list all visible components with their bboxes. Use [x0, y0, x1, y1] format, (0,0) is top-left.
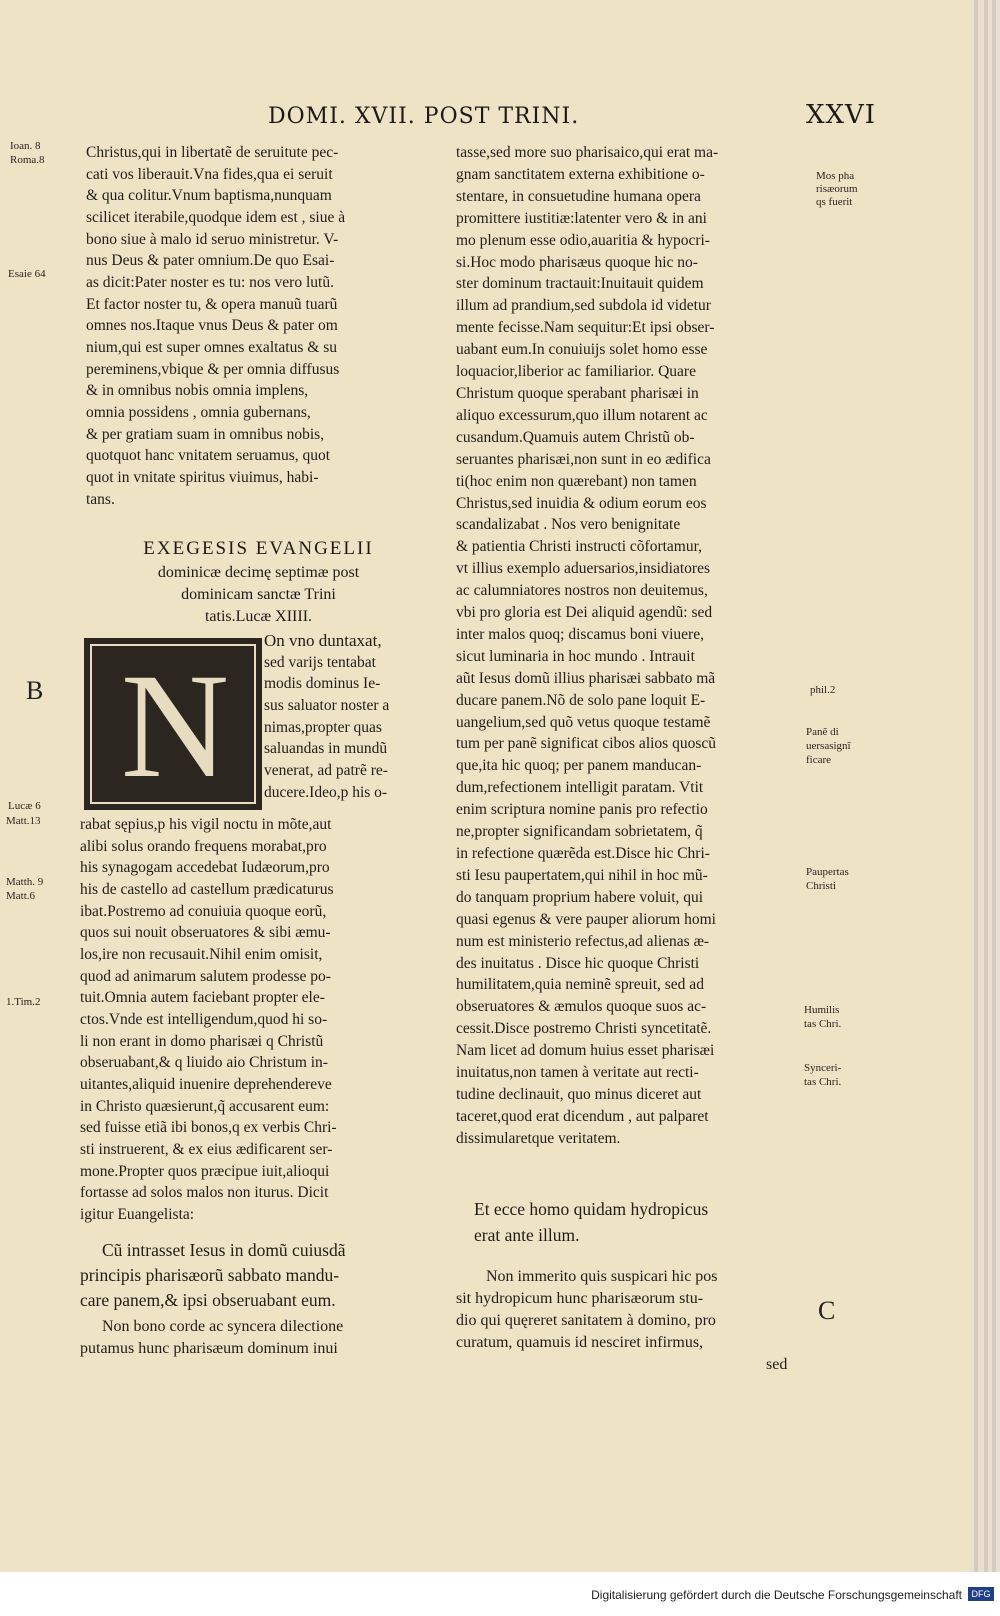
text-line: pereminens,vbique & per omnia diffusus	[86, 360, 340, 378]
text-line: vbi pro gloria est Dei aliquid agendũ: sed	[456, 604, 713, 622]
text-line: Et factor noster tu, & opera manuũ tuarũ	[86, 295, 338, 313]
text-line: Nam licet ad domum huius esset pharisæi	[456, 1042, 715, 1060]
text-line: quot in vnitate spiritus viuimus, habi-	[86, 468, 319, 486]
text-line: as dicit:Pater noster es tu: nos vero lutũ.	[86, 273, 334, 291]
section-subtitle-line: tatis.Lucæ XIIII.	[204, 608, 313, 625]
text-line: care panem,& ipsi obseruabant eum.	[80, 1290, 336, 1310]
text-line: inuitatus,non tamen à veritate aut recti-	[456, 1064, 699, 1082]
margin-note: Humilis	[804, 1004, 840, 1016]
text-line: quod ad animarum salutem prodesse po-	[80, 967, 331, 985]
text-line: dum,refectionem intelligit paratam. Vtit	[456, 779, 704, 797]
text-line: Cũ intrasset Iesus in domũ cuiusdã	[102, 1240, 346, 1260]
text-line: sed fuisse etiã ibi bonos,q ex verbis Chri-	[80, 1119, 337, 1137]
text-line: his de castello ad castellum prædicaturus	[80, 880, 334, 898]
section-subtitle-line: dominicam sanctæ Trini	[181, 586, 336, 603]
text-line: ducare panem.Nõ de solo pane loquit E-	[456, 691, 706, 709]
text-line: in Christo quæsierunt,q̃ accusarent eum:	[80, 1097, 330, 1115]
margin-note: phil.2	[810, 684, 836, 696]
text-beside-initial	[264, 630, 389, 803]
text-line: scilicet iterabile,quodque idem est , siue à	[86, 208, 346, 226]
text-line: num est ministerio refectus,ad alienas æ-	[456, 932, 710, 950]
text-line: & qua colitur.Vnum baptisma,nunquam	[86, 187, 332, 205]
text-line: omnia possidens , omnia gubernans,	[86, 403, 311, 421]
footer	[0, 1578, 1000, 1616]
text-line: in refectione quærẽda est.Disce hic Chri-	[456, 845, 710, 862]
text-line: ibat.Postremo ad conuiuia quoque eorũ,	[80, 902, 327, 920]
text-line: tuit.Omnia autem faciebant propter ele-	[80, 989, 325, 1007]
margin-note: Mos pha	[816, 170, 855, 182]
margin-note: risæorum	[816, 183, 858, 195]
text-line: humilitatem,quia neminẽ spreuit, sed ad	[456, 976, 704, 994]
text-line: rabat sępius,p his vigil noctu in mõte,aut	[80, 816, 332, 833]
margin-note: Matth. 9	[6, 876, 44, 888]
margin-note: qs fuerit	[816, 196, 853, 208]
text-line: & per gratiam suam in omnibus nobis,	[86, 425, 325, 443]
margin-letter: C	[818, 1296, 836, 1325]
text-line: dio qui quęreret sanitatem à domino, pro	[456, 1312, 716, 1329]
text-line: ti(hoc enim non quærebant) non tamen	[456, 472, 697, 490]
right-column-text	[456, 142, 718, 1150]
right-column-end	[456, 1266, 787, 1376]
margin-note: Paupertas	[806, 866, 849, 878]
text-line: stentare, in consuetudine humana opera	[456, 187, 701, 205]
text-line: erat ante illum.	[474, 1225, 580, 1245]
text-line: enim scriptura nomine panis pro refectio	[456, 801, 708, 819]
text-line: aũt Iesus domũ illius pharisæi sabbato mã	[456, 669, 716, 687]
text-line: quos sui nouit obseruatores & sibi æmu-	[80, 924, 331, 942]
text-line: mone.Propter quos præcipue iuit,alioqui	[80, 1162, 330, 1180]
text-line: scandalizabat . Nos vero benignitate	[456, 516, 681, 534]
text-line: tasse,sed more suo pharisaico,qui erat ma-	[456, 144, 719, 161]
text-line: uitantes,aliquid inuenire deprehendereve	[80, 1075, 332, 1093]
margin-note: Roma.8	[10, 154, 45, 166]
text-line: des inuitatus . Disce hic quoque Christi	[456, 954, 700, 972]
text-line: igitur Euangelista:	[80, 1205, 195, 1223]
margin-note: Lucæ 6	[8, 800, 41, 812]
text-line: vt illius exemplo aduersarios,insidiatores	[456, 560, 710, 578]
text-line: sus saluator noster a	[264, 696, 390, 714]
margin-note: Matt.6	[6, 890, 36, 902]
text-line: On vno duntaxat,	[264, 631, 382, 650]
text-line: ac calumniatores nostros non deuitemus,	[456, 582, 708, 600]
text-line: sicut luminaria in hoc mundo . Intrauit	[456, 647, 695, 665]
text-line: dissimularetque veritatem.	[456, 1129, 621, 1147]
text-line: sti instruerent, & ex eius ædificarent ser-	[80, 1140, 333, 1158]
left-column-text-2	[80, 814, 337, 1225]
text-line: uangelium,sed quõ vetus quoque testamẽ	[456, 713, 711, 731]
text-line: cusandum.Quamuis autem Christũ ob-	[456, 428, 695, 446]
text-line: putamus hunc pharisæum dominum inui	[80, 1340, 338, 1357]
margin-note: Synceri-	[804, 1062, 842, 1074]
margin-note: tas Chri.	[804, 1018, 842, 1030]
page-edge	[970, 0, 1000, 1572]
text-line: Et ecce homo quidam hydropicus	[474, 1199, 709, 1219]
footer-credit: Digitalisierung gefördert durch die Deutsche Forschungsgemeinschaft	[591, 1588, 962, 1602]
text-line: obseruatores & æmulos quoque suos ac-	[456, 998, 707, 1016]
text-line: sed	[766, 1356, 788, 1373]
text-line: quotquot hanc vnitatem seruamus, quot	[86, 447, 331, 465]
text-line: uabant eum.In conuiuijs solet homo esse	[456, 341, 708, 359]
section-subtitle-line: dominicæ decimę septimæ post	[157, 564, 360, 581]
text-line: aliquo excessurum,quo illum notarent ac	[456, 406, 708, 424]
text-line: Christus,qui in libertatẽ de seruitute pec-	[86, 144, 339, 161]
text-line: curatum, quamuis id nesciret infirmus,	[456, 1334, 704, 1351]
margin-note: Ioan. 8	[10, 140, 41, 152]
margin-letter: B	[26, 676, 44, 705]
text-line: ne,propter significandam sobrietatem, q̃	[456, 823, 703, 841]
text-line: los,ire non recusauit.Nihil enim omisit,	[80, 945, 323, 963]
text-line: cessit.Disce postremo Christi syncetitatẽ.	[456, 1020, 712, 1038]
left-column-text	[86, 142, 345, 510]
text-line: que,ita hic quoq; per panem manducan-	[456, 757, 702, 775]
text-line: modis dominus Ie-	[264, 675, 381, 693]
text-line: venerat, ad patrẽ re-	[264, 761, 388, 779]
initial-frame	[90, 643, 256, 809]
text-line: his synagogam accedebat Iudæorum,pro	[80, 859, 330, 877]
text-line: promittere iustitiæ:latenter vero & in ani	[456, 209, 707, 227]
text-line: bono siue à malo id seruo ministretur. V-	[86, 230, 339, 248]
text-line: tans.	[86, 490, 115, 508]
text-line: saluandas in mundũ	[264, 740, 388, 758]
folio-number: XXVI	[806, 100, 877, 130]
text-line: ctos.Vnde est intelligendum,quod hi so-	[80, 1010, 328, 1028]
text-line: seruantes pharisæi,non sunt in eo ædifica	[456, 450, 711, 468]
text-line: gnam sanctitatem externa exhibitione o-	[456, 165, 705, 183]
text-line: Non bono corde ac syncera dilectione	[102, 1318, 344, 1335]
text-line: mo plenum esse odio,auaritia & hypocri-	[456, 231, 710, 249]
text-line: Christus,sed inuidia & odium eorum eos	[456, 494, 707, 512]
dfg-logo: DFG	[968, 1587, 994, 1601]
margin-note: Esaie 64	[8, 268, 46, 280]
margin-note: uersasignĩ	[806, 740, 851, 752]
text-line: Non immerito quis suspicari hic pos	[486, 1268, 718, 1285]
text-line: & patientia Christi instructi cõfortamur,	[456, 538, 703, 556]
margin-note: Matt.13	[6, 815, 41, 827]
margin-note: Panẽ di	[806, 726, 839, 738]
text-line: taceret,quod erat dicendum , aut palparet	[456, 1107, 709, 1125]
decorated-initial	[84, 638, 262, 810]
text-line: do tanquam proprium habere voluit, qui	[456, 888, 704, 906]
text-line: cati vos liberauit.Vna fides,qua ei seruit	[86, 165, 333, 183]
text-line: loquacior,liberior ac familiarior. Quare	[456, 363, 696, 381]
margin-note: ficare	[806, 754, 832, 766]
text-line: obseruabant,& q liuido aio Christum in-	[80, 1054, 328, 1072]
text-line: li non erant in domo pharisæi q Christũ	[80, 1032, 324, 1050]
text-line: nus Deus & pater omnium.De quo Esai-	[86, 252, 335, 270]
text-line: sed varijs tentabat	[264, 653, 376, 671]
text-line: quasi egenus & vere pauper aliorum homi	[456, 910, 716, 928]
text-line: principis pharisæorũ sabbato mandu-	[80, 1265, 340, 1285]
text-line: nium,qui est super omnes exaltatus & su	[86, 338, 337, 356]
margin-note: tas Chri.	[804, 1076, 842, 1088]
running-head: DOMI. XVII. POST TRINI.	[268, 104, 580, 129]
text-line: sti Iesu paupertatem,qui nihil in hoc mũ-	[456, 866, 708, 884]
text-line: ducere.Ideo,p his o-	[264, 783, 388, 801]
section-heading	[86, 536, 431, 628]
gospel-quote-left	[80, 1238, 346, 1313]
gospel-quote-right	[474, 1196, 708, 1248]
margin-note: Christi	[806, 880, 836, 892]
text-line: sit hydropicum hunc pharisæorum stu-	[456, 1290, 704, 1307]
text-line: tum per panẽ significat cibos alios quoscũ	[456, 735, 716, 753]
section-title: EXEGESIS EVANGELII	[143, 538, 374, 559]
text-line: inter malos quoq; discamus boni viuere,	[456, 625, 704, 643]
text-line: & in omnibus nobis omnia implens,	[86, 382, 309, 400]
text-line: Christum quoque sperabant pharisæi in	[456, 384, 699, 402]
text-line: mente fecisse.Nam sequitur:Et ipsi obser-	[456, 319, 715, 337]
text-line: si.Hoc modo pharisæus quoque hic no-	[456, 253, 698, 271]
text-line: ster dominum tractauit:Inuitauit quidem	[456, 275, 704, 293]
initial-letter: N	[120, 643, 230, 809]
text-line: omnes nos.Itaque vnus Deus & pater om	[86, 317, 338, 335]
text-line: nimas,propter quas	[264, 718, 382, 736]
text-line: alibi solus orando frequens morabat,pro	[80, 837, 327, 855]
text-line: tudine declinauit, quo minus diceret aut	[456, 1085, 702, 1103]
text-line: fortasse ad solos malos non iturus. Dicit	[80, 1184, 329, 1202]
margin-note: 1.Tim.2	[6, 996, 41, 1008]
left-column-end	[80, 1316, 343, 1360]
text-line: illum ad prandium,sed subdola id videtur	[456, 297, 711, 315]
